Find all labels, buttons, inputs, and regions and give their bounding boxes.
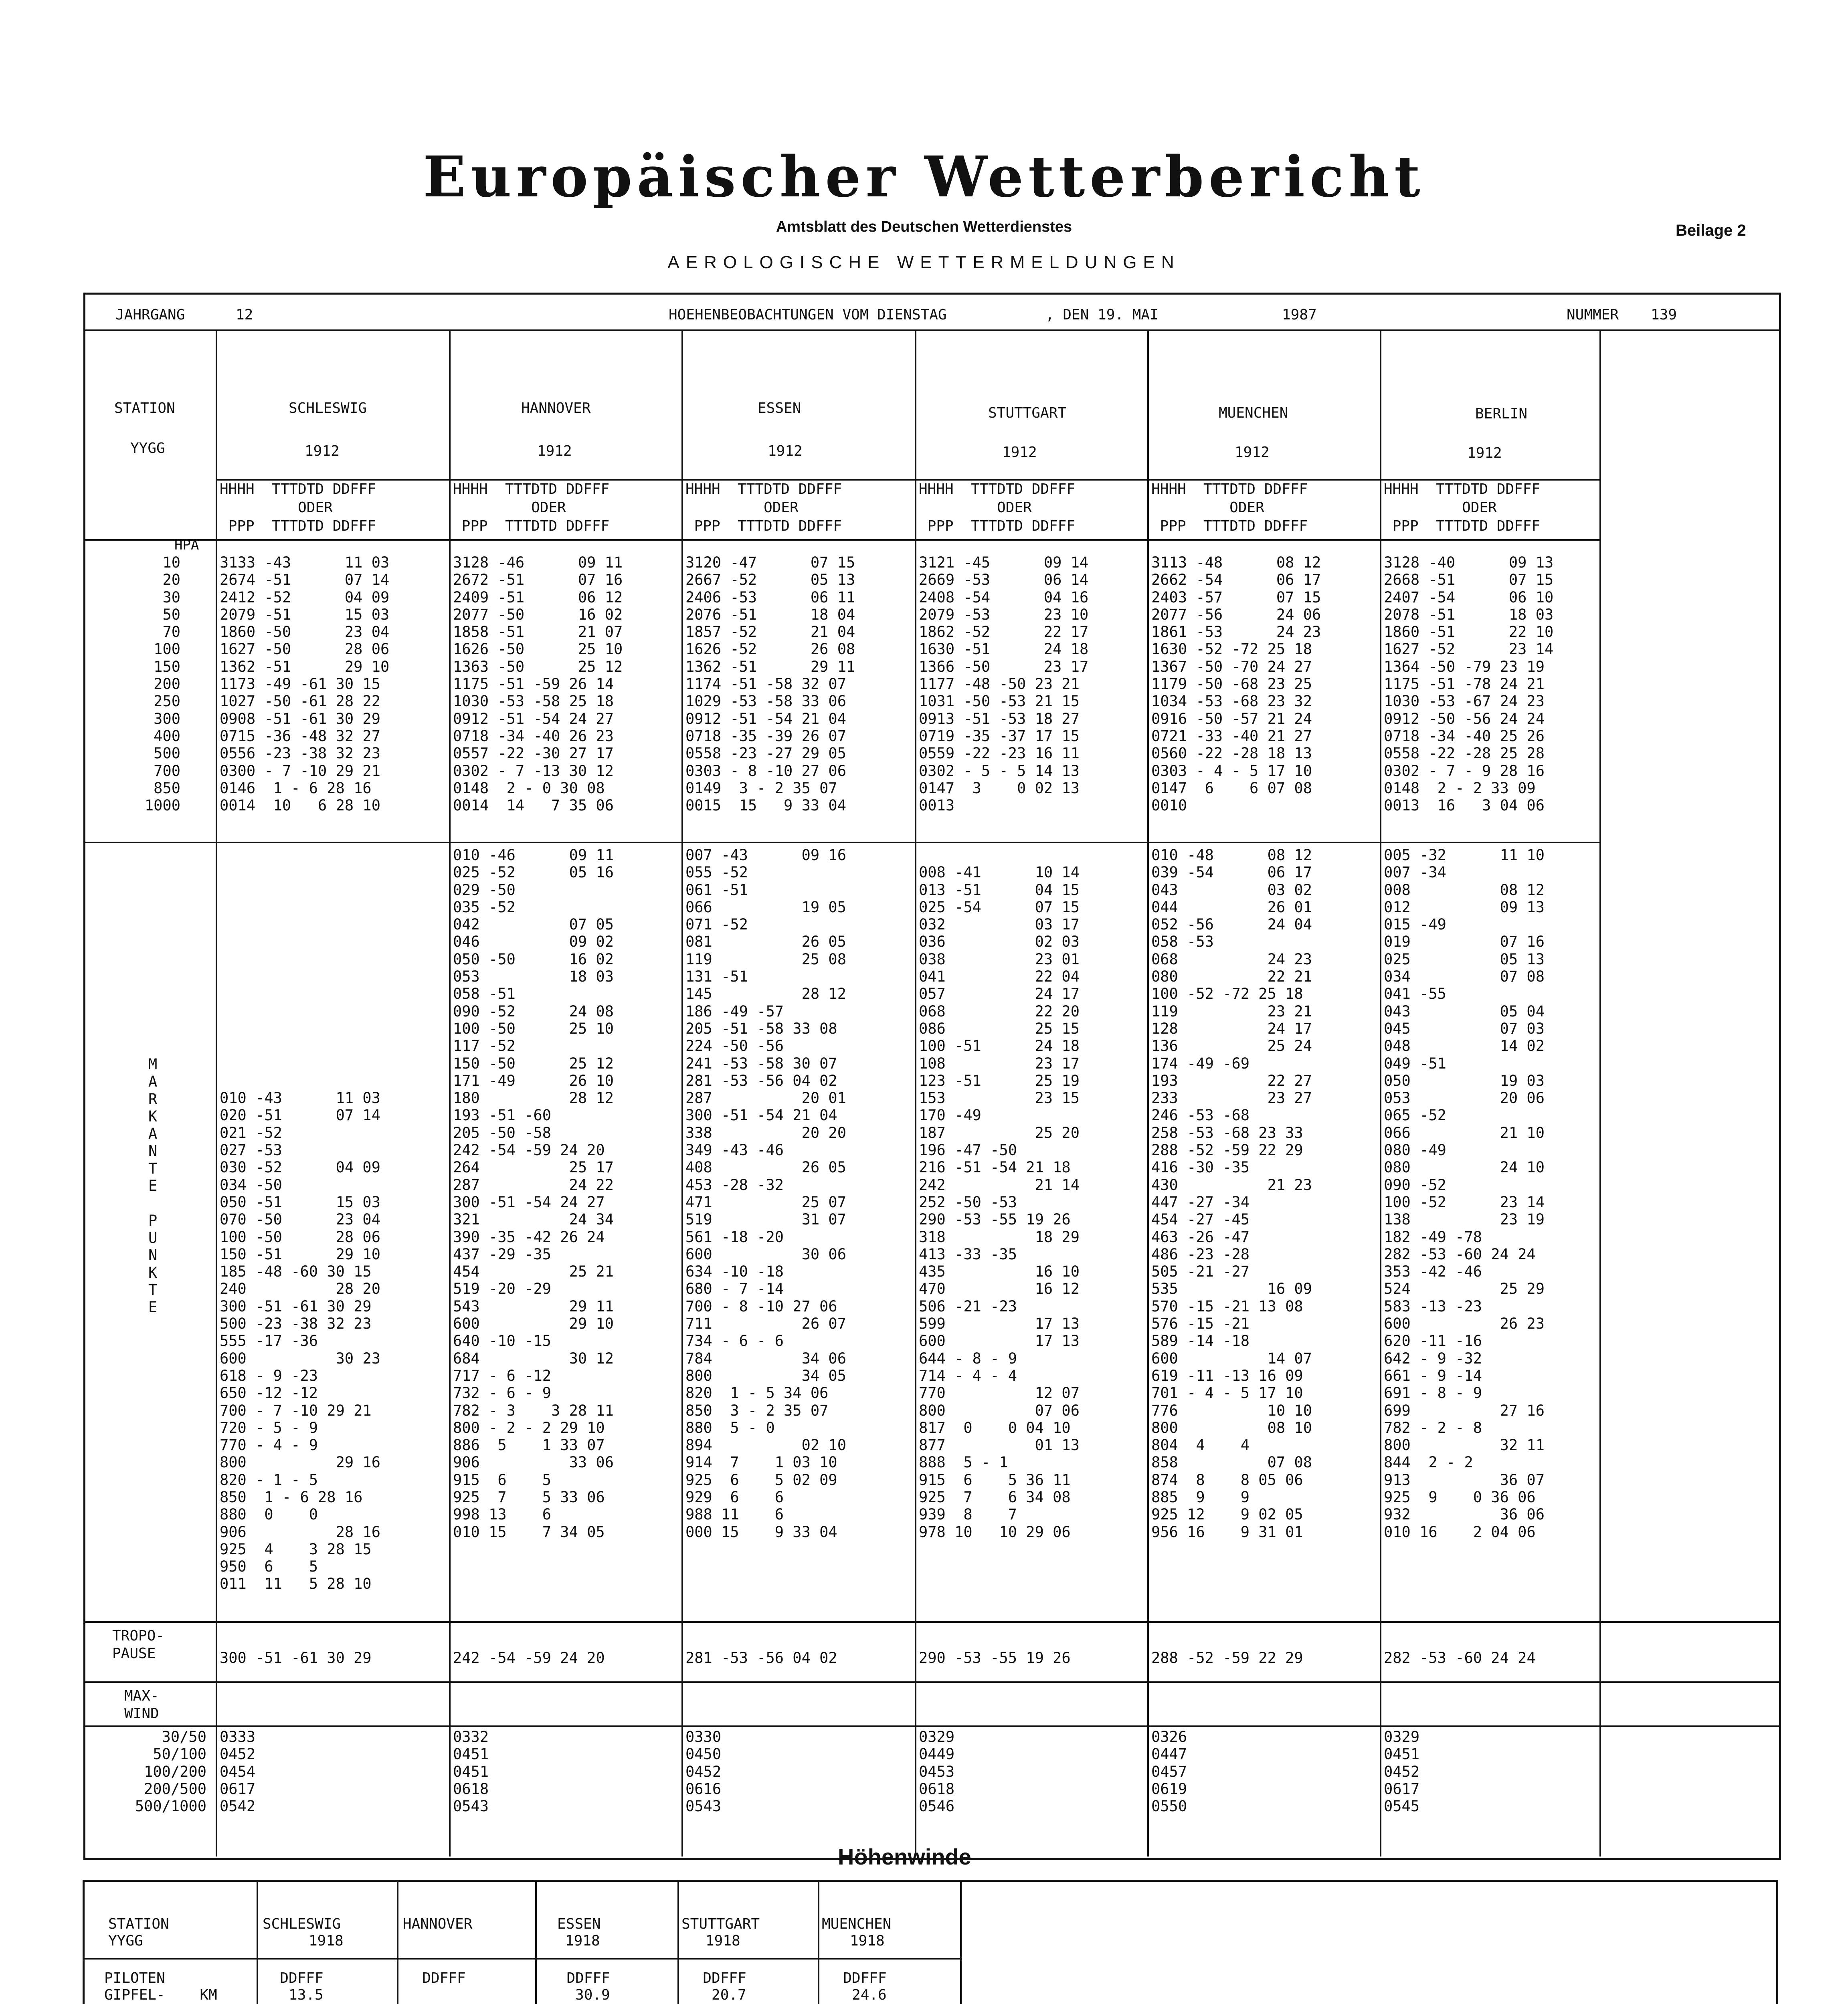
divider xyxy=(677,1880,679,2004)
divider xyxy=(535,1880,537,2004)
divider xyxy=(960,1880,962,2004)
thickness-values: 0332 0451 0451 0618 0543 xyxy=(453,1728,489,1815)
beilage-label: Beilage 2 xyxy=(1676,222,1746,239)
divider xyxy=(83,1958,960,1960)
divider xyxy=(83,1725,1781,1727)
station-yygg: 1912 xyxy=(1002,444,1037,461)
station-name: MUENCHEN xyxy=(1219,405,1288,421)
column-header: HHHH TTTDTD DDFFF ODER PPP TTTDTD DDFFF xyxy=(685,481,842,534)
tropopause-value: 242 -54 -59 24 20 xyxy=(453,1649,605,1667)
column-header: HHHH TTTDTD DDFFF ODER PPP TTTDTD DDFFF xyxy=(919,481,1076,534)
significant-levels: 010 -43 11 03 020 -51 07 14 021 -52 027 -53 030 -52 04 09 034 -50 050 -51 15 03 070 -50 23 04 100 -50 28 06 150 -51 29 10 185 -48 -60 30 15 240 28 20 300 -51 -61 30 29 500 -23 -38 32 23 555 -17 -36 600 30 23 618 - 9 -23 650 -12 -12 700 - 7 -10 29 21 720 - 5 - 9 770 - 4 - 9 800 29 16 820 - 1 - 5 850 1 - 6 28 16 880 0 0 906 28 16 925 4 3 28 15 950 6 5 011 11 5 28 10 xyxy=(220,1089,380,1593)
nummer-label: NUMMER xyxy=(1567,307,1619,323)
thickness-values: 0330 0450 0452 0616 0543 xyxy=(685,1728,722,1815)
station-label: STATION xyxy=(114,400,175,416)
tropopause-value: 300 -51 -61 30 29 xyxy=(220,1649,372,1667)
page-title: Europäischer Wetterbericht xyxy=(423,144,1425,210)
divider xyxy=(818,1880,819,2004)
thickness-values: 0333 0452 0454 0617 0542 xyxy=(220,1728,256,1815)
thickness-values: 0329 0449 0453 0618 0546 xyxy=(919,1728,955,1815)
tropopause-label: TROPO- PAUSE xyxy=(112,1628,165,1662)
subtitle: Amtsblatt des Deutschen Wetterdienstes xyxy=(776,218,1072,235)
hpa-label: HPA xyxy=(174,537,199,553)
station-yygg: 1918 xyxy=(706,1933,740,1949)
piloten-values: DDFFF 30.9 xyxy=(566,1970,610,2003)
year-label: 1987 xyxy=(1282,307,1317,323)
station-name: SCHLESWIG xyxy=(289,400,367,416)
divider xyxy=(1380,329,1381,1857)
jahrgang-value: 12 xyxy=(236,307,253,323)
station-yygg: 1918 xyxy=(565,1933,600,1949)
station-name: STUTTGART xyxy=(988,405,1067,421)
station-name: STUTTGART xyxy=(681,1916,760,1932)
thickness-labels: 30/50 50/100 100/200 200/500 500/1000 xyxy=(135,1728,206,1815)
column-header: HHHH TTTDTD DDFFF ODER PPP TTTDTD DDFFF xyxy=(1151,481,1308,534)
standard-levels: 3121 -45 09 14 2669 -53 06 14 2408 -54 04 16 2079 -53 23 10 1862 -52 22 17 1630 -51 24 18 1366 -50 23 17 1177 -48 -50 23 21 1031 -50 -53 21 15 0913 -51 -53 18 27 0719 -35 -37 17 15 0559 -22 -23 16 11 0302 - 5 - 5 14 13 0147 3 0 02 13 0013 xyxy=(919,554,1089,814)
piloten-values: DDFFF 20.7 xyxy=(703,1970,746,2003)
station-name: ESSEN xyxy=(557,1916,601,1932)
station-name: ESSEN xyxy=(758,400,801,416)
divider xyxy=(397,1880,398,2004)
significant-levels: 005 -32 11 10 007 -34 008 08 12 012 09 13 015 -49 019 07 16 025 05 13 034 07 08 041 -55 043 05 04 045 07 03 048 14 02 049 -51 050 19 03 053 20 06 065 -52 066 21 10 080 -49 080 24 10 090 -52 100 -52 23 14 138 23 19 182 -49 -78 282 -53 -60 24 24 353 -42 -46 524 25 29 583 -13 -23 600 26 23 620 -11 -16 642 - 9 -32 661 - 9 -14 691 - 8 - 9 699 27 16 782 - 2 - 8 800 32 11 844 2 - 2 913 36 07 925 9 0 36 06 932 36 06 010 16 2 04 06 xyxy=(1384,846,1545,1541)
markante-punkte-label: M A R K A N T E P U N K T E xyxy=(148,1056,158,1316)
divider xyxy=(1599,329,1601,1857)
standard-levels: 3128 -46 09 11 2672 -51 07 16 2409 -51 06 12 2077 -50 16 02 1858 -51 21 07 1626 -50 25 10 1363 -50 25 12 1175 -51 -59 26 14 1030 -53 -58 25 18 0912 -51 -54 24 27 0718 -34 -40 26 23 0557 -22 -30 27 17 0302 - 7 -13 30 12 0148 2 - 0 30 08 0014 14 7 35 06 xyxy=(453,554,623,814)
station-yygg: 1918 xyxy=(309,1933,344,1949)
thickness-values: 0329 0451 0452 0617 0545 xyxy=(1384,1728,1420,1815)
divider xyxy=(1147,329,1149,1857)
significant-levels: 008 -41 10 14 013 -51 04 15 025 -54 07 15 032 03 17 036 02 03 038 23 01 041 22 04 057 24 17 068 22 20 086 25 15 100 -51 24 18 108 23 17 123 -51 25 19 153 23 15 170 -49 187 25 20 196 -47 -50 216 -51 -54 21 18 242 21 14 252 -50 -53 290 -53 -55 19 26 318 18 29 413 -33 -35 435 16 10 470 16 12 506 -21 -23 599 17 13 600 17 13 644 - 8 - 9 714 - 4 - 4 770 12 07 800 07 06 817 0 0 04 10 877 01 13 888 5 - 1 915 6 5 36 11 925 7 6 34 08 939 8 7 978 10 10 29 06 xyxy=(919,864,1080,1541)
tropopause-value: 290 -53 -55 19 26 xyxy=(919,1649,1071,1667)
station-label: STATION YYGG xyxy=(108,1916,169,1949)
piloten-values: DDFFF xyxy=(405,1970,466,1986)
station-yygg: 1918 xyxy=(850,1933,885,1949)
significant-levels: 007 -43 09 16 055 -52 061 -51 066 19 05 071 -52 081 26 05 119 25 08 131 -51 145 28 12 186 -49 -57 205 -51 -58 33 08 224 -50 -56 241 -53 -58 30 07 281 -53 -56 04 02 287 20 01 300 -51 -54 21 04 338 20 20 349 -43 -46 408 26 05 453 -28 -32 471 25 07 519 31 07 561 -18 -20 600 30 06 634 -10 -18 680 - 7 -14 700 - 8 -10 27 06 711 26 07 734 - 6 - 6 784 34 06 800 34 05 820 1 - 5 34 06 850 3 - 2 35 07 880 5 - 0 894 02 10 914 7 1 03 10 925 6 5 02 09 929 6 6 988 11 6 000 15 9 33 04 xyxy=(685,846,846,1541)
piloten-values: DDFFF 24.6 xyxy=(843,1970,887,2003)
station-name: HANNOVER xyxy=(403,1916,473,1932)
date-label: , DEN 19. MAI xyxy=(1045,307,1159,323)
station-yygg: 1912 xyxy=(537,443,572,459)
jahrgang-label: JAHRGANG xyxy=(115,307,185,323)
station-yygg: 1912 xyxy=(1467,445,1502,461)
hoehenwinde-title: Höhenwinde xyxy=(838,1844,971,1869)
divider xyxy=(83,539,1599,541)
standard-levels: 3128 -40 09 13 2668 -51 07 15 2407 -54 06 10 2078 -51 18 03 1860 -51 22 10 1627 -52 23 14 1364 -50 -79 23 19 1175 -51 -78 24 21 1030 -53 -67 24 23 0912 -50 -56 24 24 0718 -34 -40 25 26 0558 -22 -28 25 28 0302 - 7 - 9 28 16 0148 2 - 2 33 09 0013 16 3 04 06 xyxy=(1384,554,1554,814)
tropopause-value: 288 -52 -59 22 29 xyxy=(1151,1649,1303,1667)
column-header: HHHH TTTDTD DDFFF ODER PPP TTTDTD DDFFF xyxy=(453,481,610,534)
tropopause-value: 281 -53 -56 04 02 xyxy=(685,1649,837,1667)
divider xyxy=(83,1621,1781,1623)
thickness-values: 0326 0447 0457 0619 0550 xyxy=(1151,1728,1187,1815)
station-name: BERLIN xyxy=(1475,406,1528,422)
column-header: HHHH TTTDTD DDFFF ODER PPP TTTDTD DDFFF xyxy=(1384,481,1541,534)
piloten-label: PILOTEN GIPFEL- KM xyxy=(104,1970,217,2003)
station-yygg: 1912 xyxy=(1235,444,1270,461)
tropopause-value: 282 -53 -60 24 24 xyxy=(1384,1649,1536,1667)
piloten-values: DDFFF 13.5 xyxy=(280,1970,324,2003)
significant-levels: 010 -48 08 12 039 -54 06 17 043 03 02 044 26 01 052 -56 24 04 058 -53 068 24 23 080 22 21 100 -52 -72 25 18 119 23 21 128 24 17 136 25 24 174 -49 -69 193 22 27 233 23 27 246 -53 -68 258 -53 -68 23 33 288 -52 -59 22 29 416 -30 -35 430 21 23 447 -27 -34 454 -27 -45 463 -26 -47 486 -23 -28 505 -21 -27 535 16 09 570 -15 -21 13 08 576 -15 -21 589 -14 -18 600 14 07 619 -11 -13 16 09 701 - 4 - 5 17 10 776 10 10 800 08 10 804 4 4 858 07 08 874 8 8 05 06 885 9 9 925 12 9 02 05 956 16 9 31 01 xyxy=(1151,846,1312,1541)
pressure-levels: 10 20 30 50 70 100 150 200 250 300 400 500 700 850 1000 xyxy=(144,554,180,814)
section-title: AEROLOGISCHE WETTERMELDUNGEN xyxy=(667,253,1181,272)
standard-levels: 3120 -47 07 15 2667 -52 05 13 2406 -53 06 11 2076 -51 18 04 1857 -52 21 04 1626 -52 26 08 1362 -51 29 11 1174 -51 -58 32 07 1029 -53 -58 33 06 0912 -51 -54 21 04 0718 -35 -39 26 07 0558 -23 -27 29 05 0303 - 8 -10 27 06 0149 3 - 2 35 07 0015 15 9 33 04 xyxy=(685,554,855,814)
divider xyxy=(449,329,451,1857)
observation-label: HOEHENBEOBACHTUNGEN VOM DIENSTAG xyxy=(669,307,947,323)
divider xyxy=(681,329,683,1857)
maxwind-label: MAX- WIND xyxy=(124,1688,159,1722)
nummer-value: 139 xyxy=(1651,307,1677,323)
standard-levels: 3113 -48 08 12 2662 -54 06 17 2403 -57 07 15 2077 -56 24 06 1861 -53 24 23 1630 -52 -72 25 18 1367 -50 -70 24 27 1179 -50 -68 23 25 1034 -53 -68 23 32 0916 -50 -57 21 24 0721 -33 -40 21 27 0560 -22 -28 18 13 0303 - 4 - 5 17 10 0147 6 6 07 08 0010 xyxy=(1151,554,1321,814)
station-name: SCHLESWIG xyxy=(263,1916,341,1932)
station-yygg: 1912 xyxy=(305,443,340,459)
divider xyxy=(257,1880,258,2004)
divider xyxy=(83,842,1599,843)
station-name: MUENCHEN xyxy=(822,1916,892,1932)
divider xyxy=(83,329,1781,331)
divider xyxy=(915,329,916,1857)
column-header: HHHH TTTDTD DDFFF ODER PPP TTTDTD DDFFF xyxy=(220,481,376,534)
yygg-label: YYGG xyxy=(130,440,165,457)
significant-levels: 010 -46 09 11 025 -52 05 16 029 -50 035 -52 042 07 05 046 09 02 050 -50 16 02 053 18 03 058 -51 090 -52 24 08 100 -50 25 10 117 -52 150 -50 25 12 171 -49 26 10 180 28 12 193 -51 -60 205 -50 -58 242 -54 -59 24 20 264 25 17 287 24 22 300 -51 -54 24 27 321 24 34 390 -35 -42 26 24 437 -29 -35 454 25 21 519 -20 -29 543 29 11 600 29 10 640 -10 -15 684 30 12 717 - 6 -12 732 - 6 - 9 782 - 3 3 28 11 800 - 2 - 2 29 10 886 5 1 33 07 906 33 06 915 6 5 925 7 5 33 06 998 13 6 010 15 7 34 05 xyxy=(453,846,614,1541)
divider xyxy=(216,329,217,1857)
divider xyxy=(83,1681,1781,1683)
standard-levels: 3133 -43 11 03 2674 -51 07 14 2412 -52 04 09 2079 -51 15 03 1860 -50 23 04 1627 -50 28 06 1362 -51 29 10 1173 -49 -61 30 15 1027 -50 -61 28 22 0908 -51 -61 30 29 0715 -36 -48 32 27 0556 -23 -38 32 23 0300 - 7 -10 29 21 0146 1 - 6 28 16 0014 10 6 28 10 xyxy=(220,554,390,814)
station-name: HANNOVER xyxy=(521,400,591,416)
station-yygg: 1912 xyxy=(768,443,803,459)
